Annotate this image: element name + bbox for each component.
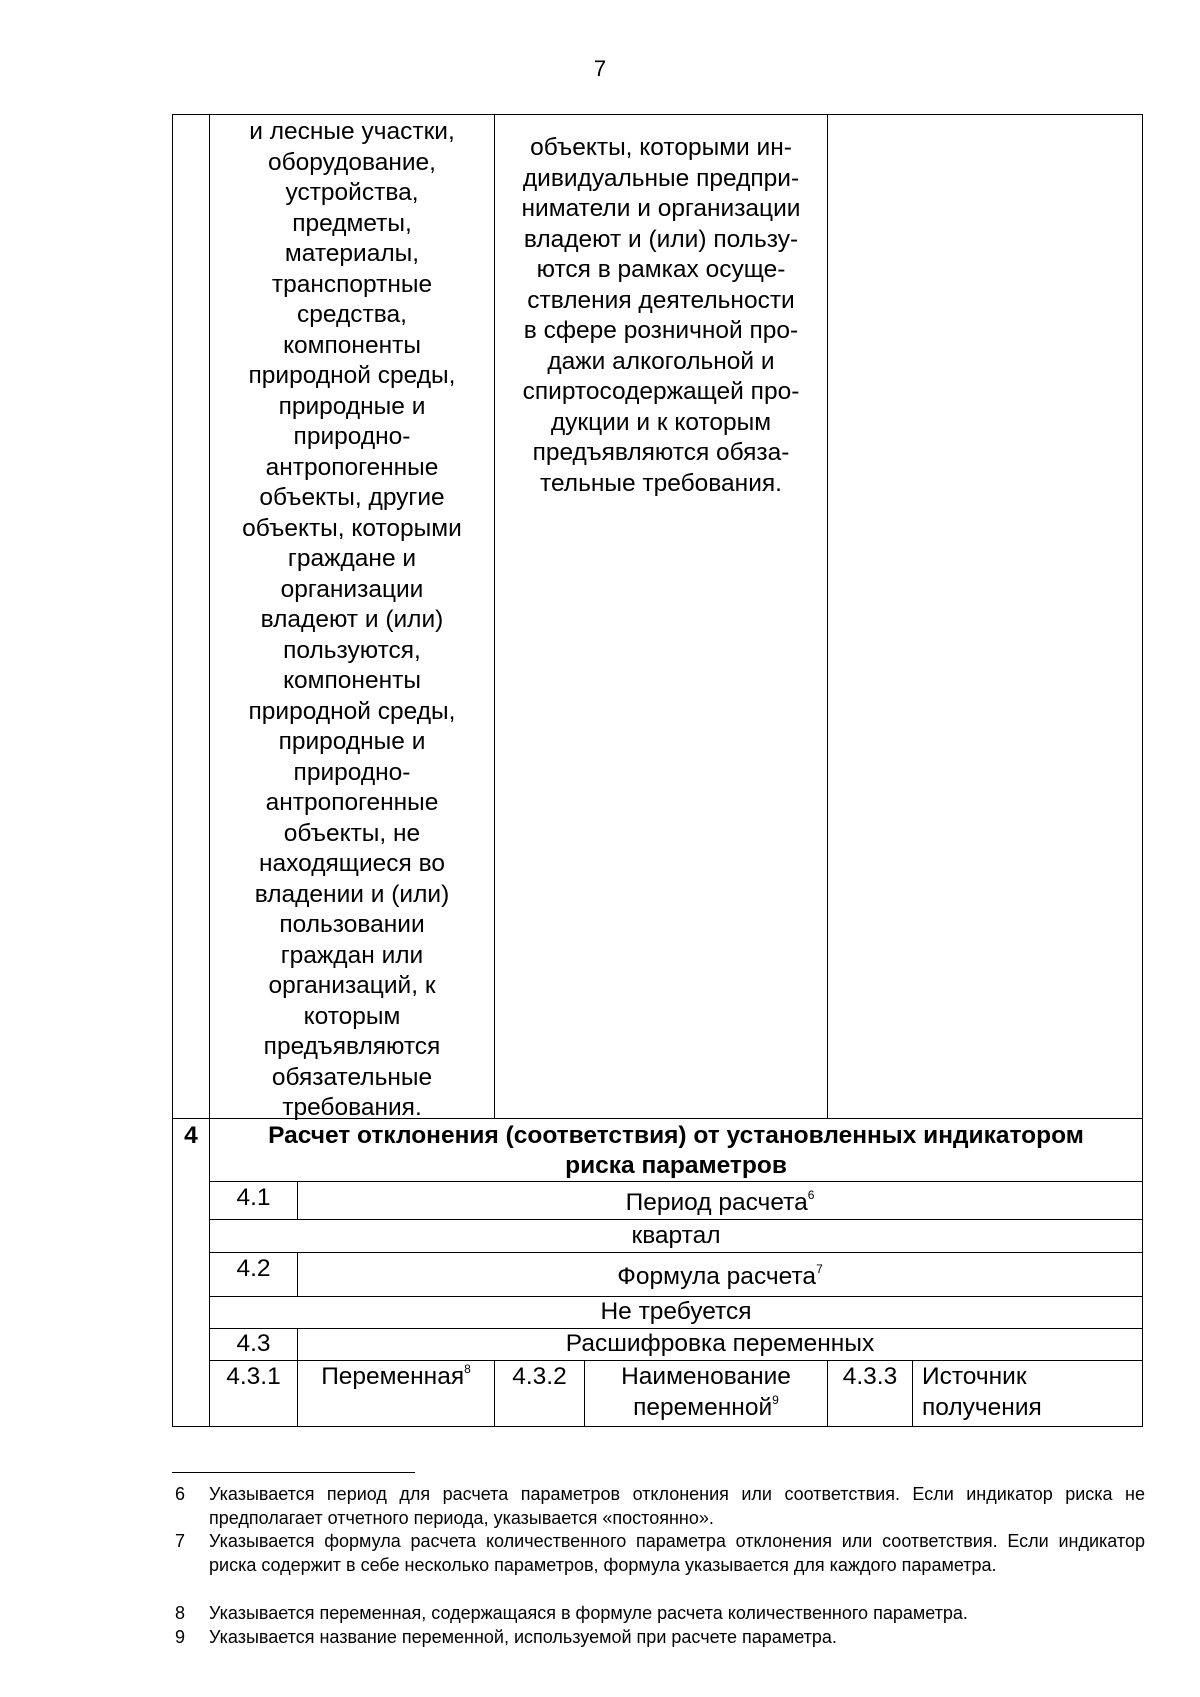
footnote-number: 6: [175, 1484, 186, 1504]
var-4-3-3-number: 4.3.3: [842, 1363, 898, 1390]
var-4-3-1-label: Переменная$^8$: [321, 1362, 471, 1390]
footnote-6: [175, 1483, 1145, 1530]
section-title-line2: риска параметров: [565, 1152, 787, 1179]
footnote-ref-9: 9: [772, 1392, 779, 1407]
table-border-left: [172, 114, 173, 1427]
row-4-1-value: квартал: [631, 1222, 721, 1249]
row-4-3-number: 4.3: [236, 1330, 271, 1357]
divider-4-1-value-bottom: [209, 1252, 1143, 1253]
row-4-1-label: Период расчета$^6$: [625, 1188, 815, 1216]
divider-4-1-top: [209, 1181, 1143, 1182]
divider-var-4: [912, 1360, 913, 1427]
section-number: 4: [184, 1122, 198, 1149]
var-4-3-2-number: 4.3.2: [512, 1363, 567, 1390]
footnote-text: Указывается переменная, содержащаяся в формуле расчета количественного параметра.: [209, 1603, 968, 1623]
table-divider-col2: [827, 114, 828, 1119]
var-4-3-1-number: 4.3.1: [226, 1363, 281, 1390]
table-border-top: [172, 114, 1143, 115]
footnote-ref-7: 7: [816, 1262, 823, 1277]
footnote-number: 7: [175, 1531, 186, 1551]
page-number: 7: [593, 56, 607, 81]
footnote-ref-8: 8: [464, 1362, 471, 1377]
row-4-3-label: Расшифровка переменных: [565, 1330, 875, 1357]
footnote-text: Указывается название переменной, используемой при расчете параметра.: [209, 1627, 837, 1647]
footnote-number: 9: [175, 1627, 186, 1647]
footnote-separator: [172, 1472, 415, 1473]
footnote-8: [175, 1602, 1145, 1626]
row-4-2-label: Формула расчета$^7$: [617, 1262, 823, 1290]
footnote-number: 8: [175, 1603, 186, 1623]
row-4-2-value: Не требуется: [600, 1298, 752, 1325]
row-continued-col1-text: и лесные участки, оборудование, устройства, предметы, материалы, транспортные средства, компоненты природной среды, природные и природно- антропогенные объекты, другие объекты, которыми граждане и организации владеют и (или) пользуются, компоненты природной среды, природные и природно- антропогенные объекты, не находящиеся во владении и (или) пользовании граждан или организаций, к которым предъявляются обязательные требования.: [242, 118, 462, 1121]
section-title-line1: Расчет отклонения (соответствия) от установленных индикатором: [268, 1122, 1084, 1149]
divider-4-3-bottom: [209, 1360, 1143, 1361]
footnote-9: [175, 1626, 1145, 1650]
table-border-bottom: [172, 1426, 1143, 1427]
table-border-right: [1142, 114, 1143, 1427]
footnote-7: [175, 1530, 1145, 1577]
var-4-3-3-label: Источник получения: [922, 1363, 1042, 1421]
row-4-1-number: 4.1: [236, 1184, 271, 1211]
footnote-text: Указывается формула расчета количественного параметра отклонения или соответствия. Если индикатор риска содержит в себе несколько параметров, формула указывается для каждого параметра.: [209, 1531, 1145, 1575]
footnote-text: Указывается период для расчета параметров отклонения или соответствия. Если индикатор риска не предполагает отчетного периода, указывается «постоянно».: [209, 1484, 1145, 1528]
row-4-2-number: 4.2: [236, 1255, 271, 1282]
row-continued-col2-text: объекты, которыми ин- дивидуальные предпри- ниматели и организации владеют и (или) пользу- ются в рамках осуще- ствления деятельности в сфере розничной про- дажи алкогольной и спиртосодержащей про- дукции и к которым предъявляются обяза- тельные требования.: [521, 134, 801, 497]
var-4-3-2-label: Наименование переменной$^9$: [621, 1363, 791, 1421]
footnote-ref-6: 6: [807, 1188, 815, 1203]
divider-4-1-bottom: [209, 1219, 1143, 1220]
